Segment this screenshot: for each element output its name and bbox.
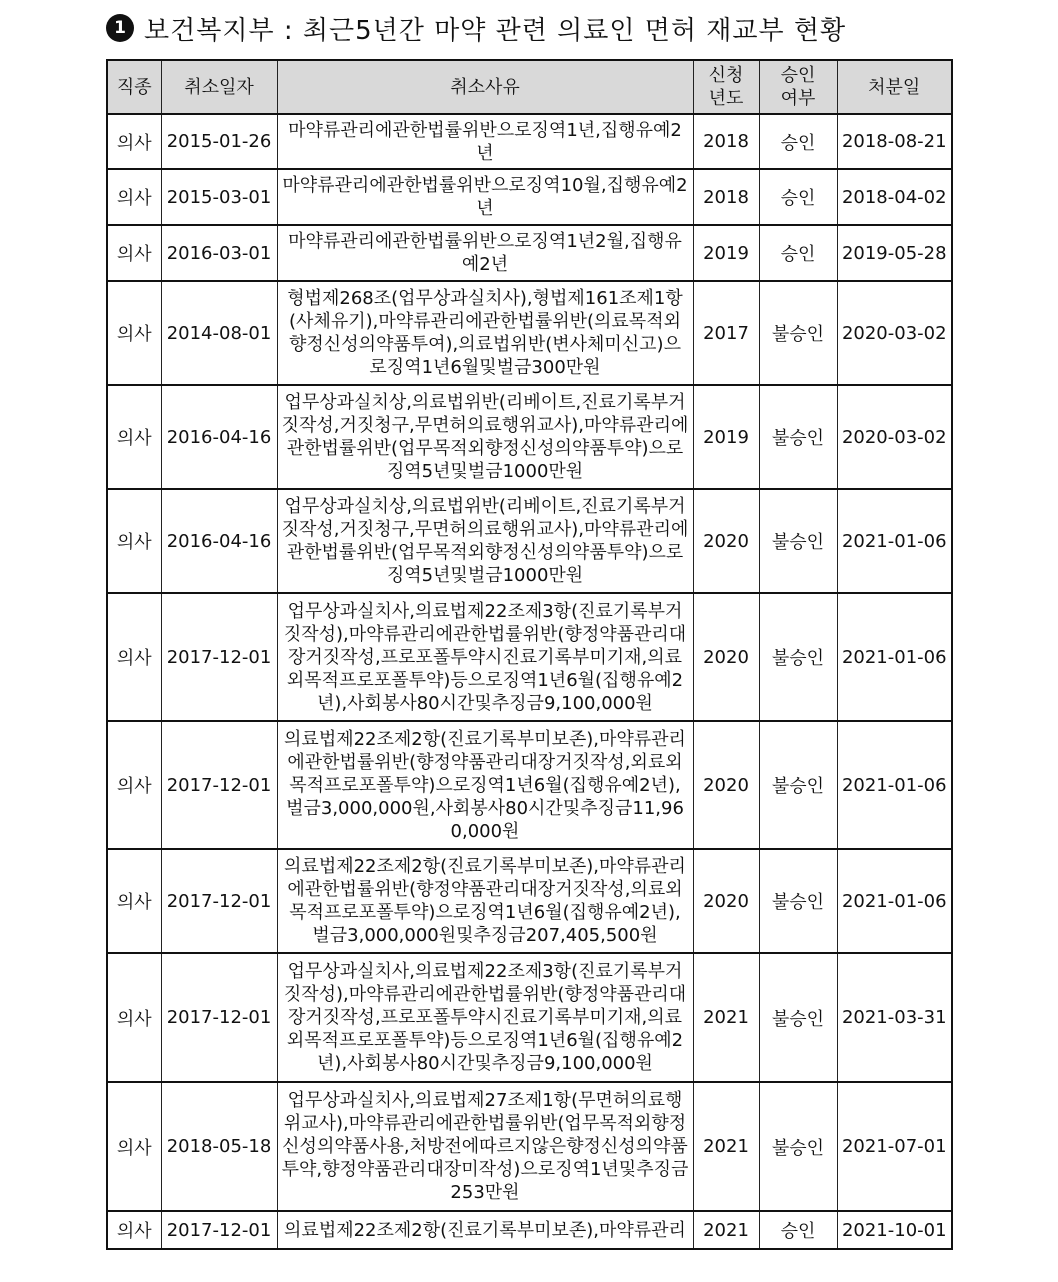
cell-cancel-date: 2017-12-01: [161, 849, 277, 953]
cell-cancel-date: 2015-03-01: [161, 169, 277, 225]
cell-decision-date: 2021-01-06: [837, 489, 952, 593]
header-apply-year: [693, 60, 759, 114]
cell-year: 2020: [693, 721, 759, 849]
header-reason: 취소사유: [277, 60, 693, 114]
cell-decision-date: 2021-01-06: [837, 849, 952, 953]
cell-approved: 승인: [759, 1211, 837, 1249]
cell-type: 의사: [107, 1211, 161, 1249]
cell-type: 의사: [107, 169, 161, 225]
cell-cancel-date: 2017-12-01: [161, 721, 277, 849]
cell-reason: 의료법제22조제2항(진료기록부미보존),마약류관리에관한법률위반(향정약품관리대장거짓작성,외료외목적프로포폴투약)으로징역1년6월(집행유예2년),벌금3,000,000원,사회봉사80시간및추징금11,960,000원: [277, 721, 693, 849]
cell-type: 의사: [107, 225, 161, 281]
cell-approved: 승인: [759, 225, 837, 281]
cell-type: 의사: [107, 114, 161, 169]
cell-reason: 형법제268조(업무상과실치사),형법제161조제1항(사체유기),마약류관리에관한법률위반(의료목적외향정신성의약품투여),의료법위반(변사체미신고)으로징역1년6월및벌금300만원: [277, 281, 693, 385]
cell-approved: 불승인: [759, 281, 837, 385]
cell-reason: 업무상과실치상,의료법위반(리베이트,진료기록부거짓작성,거짓청구,무면허의료행위교사),마약류관리에관한법률위반(업무목적외향정신성의약품투약)으로징역5년및벌금1000만원: [277, 489, 693, 593]
table-row: [107, 953, 952, 1082]
page-title: [106, 8, 846, 48]
cell-reason: 의료법제22조제2항(진료기록부미보존),마약류관리에관한법률위반(향정약품관리대장거짓작성,의료외목적프로포폴투약)으로징역1년6월(집행유예2년),벌금3,000,000원및추징금207,405,500원: [277, 849, 693, 953]
cell-cancel-date: 2017-12-01: [161, 593, 277, 721]
cell-type: 의사: [107, 849, 161, 953]
cell-year: 2020: [693, 593, 759, 721]
cell-decision-date: 2021-01-06: [837, 721, 952, 849]
cell-year: 2020: [693, 489, 759, 593]
cell-cancel-date: 2016-04-16: [161, 385, 277, 489]
cell-year: 2020: [693, 849, 759, 953]
cell-decision-date: 2021-10-01: [837, 1211, 952, 1249]
license-reissue-table: [106, 59, 953, 1250]
cell-approved: 불승인: [759, 489, 837, 593]
cell-type: 의사: [107, 385, 161, 489]
cell-decision-date: 2020-03-02: [837, 385, 952, 489]
header-cancel-date: 취소일자: [161, 60, 277, 114]
cell-decision-date: 2020-03-02: [837, 281, 952, 385]
cell-approved: 불승인: [759, 1082, 837, 1211]
cell-approved: 불승인: [759, 849, 837, 953]
cell-type: 의사: [107, 1082, 161, 1211]
table-row: [107, 114, 952, 169]
cell-type: 의사: [107, 489, 161, 593]
cell-reason: 마약류관리에관한법률위반으로징역1년,집행유예2년: [277, 114, 693, 169]
header-apply-year-line2: 년도: [708, 88, 744, 109]
table-row: [107, 721, 952, 849]
cell-cancel-date: 2014-08-01: [161, 281, 277, 385]
cell-type: 의사: [107, 281, 161, 385]
cell-approved: 승인: [759, 169, 837, 225]
header-type: 직종: [107, 60, 161, 114]
cell-year: 2021: [693, 1082, 759, 1211]
cell-reason: 업무상과실치사,의료법제27조제1항(무면허의료행위교사),마약류관리에관한법률위반(업무목적외향정신성의약품사용,처방전에따르지않은향정신성의약품투약,향정약품관리대장미작성)으로징역1년및추징금253만원: [277, 1082, 693, 1211]
cell-year: 2018: [693, 114, 759, 169]
cell-reason: 마약류관리에관한법률위반으로징역10월,집행유예2년: [277, 169, 693, 225]
header-row: [107, 60, 952, 114]
header-approved-line1: 승인: [780, 65, 816, 86]
header-apply-year-line1: 신청: [708, 65, 744, 86]
cell-type: 의사: [107, 953, 161, 1082]
cell-decision-date: 2018-08-21: [837, 114, 952, 169]
cell-approved: 불승인: [759, 721, 837, 849]
table-row: [107, 225, 952, 281]
cell-reason: 마약류관리에관한법률위반으로징역1년2월,집행유예2년: [277, 225, 693, 281]
cell-decision-date: 2021-01-06: [837, 593, 952, 721]
table-row: [107, 489, 952, 593]
table-row: [107, 593, 952, 721]
cell-approved: 불승인: [759, 953, 837, 1082]
header-approved-line2: 여부: [780, 88, 816, 109]
cell-type: 의사: [107, 721, 161, 849]
title-text: 보건복지부 : 최근5년간 마약 관련 의료인 면허 재교부 현황: [144, 15, 847, 46]
cell-reason: 의료법제22조제2항(진료기록부미보존),마약류관리: [277, 1211, 693, 1249]
header-decision-date: 처분일: [837, 60, 952, 114]
cell-cancel-date: 2017-12-01: [161, 953, 277, 1082]
cell-cancel-date: 2018-05-18: [161, 1082, 277, 1211]
cell-year: 2019: [693, 385, 759, 489]
table-row: [107, 849, 952, 953]
cell-approved: 승인: [759, 114, 837, 169]
cell-cancel-date: 2016-04-16: [161, 489, 277, 593]
cell-year: 2021: [693, 1211, 759, 1249]
cell-year: 2017: [693, 281, 759, 385]
cell-decision-date: 2021-07-01: [837, 1082, 952, 1211]
header-approved: [759, 60, 837, 114]
cell-reason: 업무상과실치사,의료법제22조제3항(진료기록부거짓작성),마약류관리에관한법률위반(향정약품관리대장거짓작성,프로포폴투약시진료기록부미기재,의료외목적프로포폴투약)등으로징역1년6월(집행유예2년),사회봉사80시간및추징금9,100,000원: [277, 953, 693, 1082]
table-row: [107, 169, 952, 225]
cell-cancel-date: 2015-01-26: [161, 114, 277, 169]
table-row: [107, 385, 952, 489]
cell-approved: 불승인: [759, 385, 837, 489]
cell-cancel-date: 2016-03-01: [161, 225, 277, 281]
table-row: [107, 1211, 952, 1249]
cell-type: 의사: [107, 593, 161, 721]
cell-year: 2019: [693, 225, 759, 281]
number-bullet-icon: 1: [106, 14, 134, 42]
cell-cancel-date: 2017-12-01: [161, 1211, 277, 1249]
cell-reason: 업무상과실치사,의료법제22조제3항(진료기록부거짓작성),마약류관리에관한법률위반(향정약품관리대장거짓작성,프로포폴투약시진료기록부미기재,의료외목적프로포폴투약)등으로징역1년6월(집행유예2년),사회봉사80시간및추징금9,100,000원: [277, 593, 693, 721]
cell-reason: 업무상과실치상,의료법위반(리베이트,진료기록부거짓작성,거짓청구,무면허의료행위교사),마약류관리에관한법률위반(업무목적외향정신성의약품투약)으로징역5년및벌금1000만원: [277, 385, 693, 489]
table-row: [107, 281, 952, 385]
cell-decision-date: 2019-05-28: [837, 225, 952, 281]
cell-decision-date: 2021-03-31: [837, 953, 952, 1082]
cell-approved: 불승인: [759, 593, 837, 721]
cell-year: 2018: [693, 169, 759, 225]
table-row: [107, 1082, 952, 1211]
cell-year: 2021: [693, 953, 759, 1082]
cell-decision-date: 2018-04-02: [837, 169, 952, 225]
